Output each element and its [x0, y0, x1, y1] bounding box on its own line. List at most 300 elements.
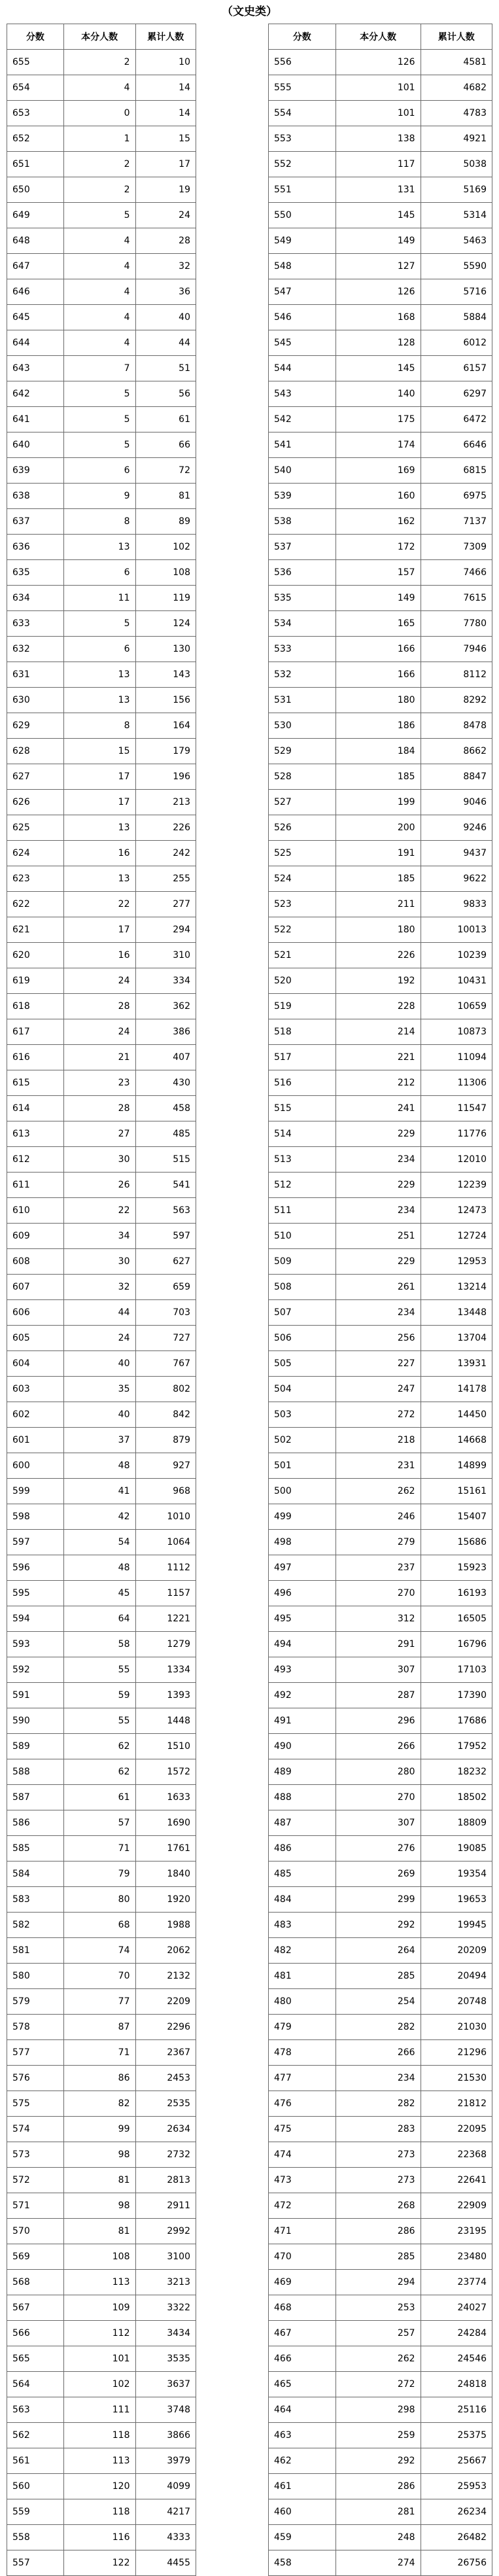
table-row: [269, 2270, 492, 2295]
cumulative-cell: 22641: [421, 2168, 492, 2193]
count-cell: 191: [336, 841, 421, 866]
count-cell: 192: [336, 968, 421, 994]
score-cell: 520: [269, 968, 336, 994]
table-row: [7, 330, 196, 356]
table-row: [7, 535, 196, 560]
count-cell: 35: [63, 1377, 135, 1402]
cumulative-cell: 40: [135, 305, 196, 330]
cumulative-cell: 124: [135, 611, 196, 637]
score-cell: 517: [269, 1045, 336, 1070]
cumulative-cell: 81: [135, 484, 196, 509]
count-cell: 229: [336, 1121, 421, 1147]
cumulative-cell: 6157: [421, 356, 492, 381]
score-cell: 529: [269, 739, 336, 764]
score-cell: 650: [7, 177, 64, 203]
table-row: [7, 1632, 196, 1657]
score-cell: 646: [7, 279, 64, 305]
table-row: [7, 586, 196, 611]
table-row: [269, 228, 492, 254]
count-cell: 273: [336, 2142, 421, 2168]
cumulative-cell: 17: [135, 152, 196, 177]
count-cell: 241: [336, 1096, 421, 1121]
cumulative-cell: 22368: [421, 2142, 492, 2168]
cumulative-cell: 24818: [421, 2372, 492, 2397]
count-cell: 22: [63, 892, 135, 917]
table-row: [269, 1300, 492, 1326]
score-cell: 537: [269, 535, 336, 560]
score-cell: 473: [269, 2168, 336, 2193]
score-cell: 558: [7, 2525, 64, 2550]
count-cell: 292: [336, 1913, 421, 1938]
score-cell: 482: [269, 1938, 336, 1964]
cumulative-cell: 164: [135, 713, 196, 739]
count-cell: 279: [336, 1530, 421, 1555]
cumulative-cell: 4099: [135, 2474, 196, 2499]
score-cell: 642: [7, 381, 64, 407]
score-cell: 489: [269, 1759, 336, 1785]
cumulative-cell: 5463: [421, 228, 492, 254]
table-row: [7, 994, 196, 1019]
cumulative-cell: 8662: [421, 739, 492, 764]
cumulative-cell: 1690: [135, 1810, 196, 1836]
table-row: [7, 1530, 196, 1555]
score-cell: 651: [7, 152, 64, 177]
cumulative-cell: 66: [135, 432, 196, 458]
table-row: [269, 2423, 492, 2448]
cumulative-cell: 25375: [421, 2423, 492, 2448]
score-cell: 586: [7, 1810, 64, 1836]
score-cell: 634: [7, 586, 64, 611]
table-row: [7, 1045, 196, 1070]
table-row: [7, 1708, 196, 1734]
cumulative-cell: 2132: [135, 1964, 196, 1989]
score-cell: 483: [269, 1913, 336, 1938]
header-count: 本分人数: [63, 24, 135, 50]
cumulative-cell: 10013: [421, 917, 492, 943]
score-cell: 504: [269, 1377, 336, 1402]
count-cell: 2: [63, 152, 135, 177]
table-row: [7, 815, 196, 841]
table-row: [7, 1913, 196, 1938]
score-cell: 514: [269, 1121, 336, 1147]
score-cell: 579: [7, 1989, 64, 2015]
cumulative-cell: 1633: [135, 1785, 196, 1810]
cumulative-cell: 703: [135, 1300, 196, 1326]
score-cell: 493: [269, 1657, 336, 1683]
count-cell: 24: [63, 968, 135, 994]
cumulative-cell: 24546: [421, 2346, 492, 2372]
count-cell: 266: [336, 2040, 421, 2066]
count-cell: 221: [336, 1045, 421, 1070]
header-row: [269, 24, 492, 50]
count-cell: 8: [63, 713, 135, 739]
score-cell: 522: [269, 917, 336, 943]
score-cell: 485: [269, 1861, 336, 1887]
count-cell: 269: [336, 1861, 421, 1887]
count-cell: 287: [336, 1683, 421, 1708]
count-cell: 174: [336, 432, 421, 458]
score-cell: 589: [7, 1734, 64, 1759]
cumulative-cell: 213: [135, 790, 196, 815]
cumulative-cell: 1393: [135, 1683, 196, 1708]
cumulative-cell: 3637: [135, 2372, 196, 2397]
score-cell: 496: [269, 1581, 336, 1606]
table-row: [7, 484, 196, 509]
score-cell: 639: [7, 458, 64, 484]
score-cell: 527: [269, 790, 336, 815]
cumulative-cell: 21296: [421, 2040, 492, 2066]
score-cell: 495: [269, 1606, 336, 1632]
cumulative-cell: 13214: [421, 1275, 492, 1300]
cumulative-cell: 24284: [421, 2321, 492, 2346]
count-cell: 234: [336, 1147, 421, 1173]
table-row: [7, 713, 196, 739]
count-cell: 307: [336, 1657, 421, 1683]
count-cell: 41: [63, 1479, 135, 1504]
score-cell: 544: [269, 356, 336, 381]
cumulative-cell: 7615: [421, 586, 492, 611]
score-cell: 615: [7, 1070, 64, 1096]
count-cell: 145: [336, 356, 421, 381]
score-cell: 555: [269, 75, 336, 101]
header-row: [7, 24, 196, 50]
cumulative-cell: 17952: [421, 1734, 492, 1759]
count-cell: 30: [63, 1249, 135, 1275]
count-cell: 113: [63, 2448, 135, 2474]
score-cell: 597: [7, 1530, 64, 1555]
score-cell: 613: [7, 1121, 64, 1147]
count-cell: 55: [63, 1708, 135, 1734]
score-cell: 617: [7, 1019, 64, 1045]
count-cell: 6: [63, 560, 135, 586]
score-cell: 499: [269, 1504, 336, 1530]
count-cell: 211: [336, 892, 421, 917]
count-cell: 212: [336, 1070, 421, 1096]
cumulative-cell: 15: [135, 126, 196, 152]
score-cell: 581: [7, 1938, 64, 1964]
score-cell: 510: [269, 1224, 336, 1249]
score-cell: 531: [269, 688, 336, 713]
table-row: [7, 560, 196, 586]
cumulative-cell: 2062: [135, 1938, 196, 1964]
table-row: [7, 2372, 196, 2397]
count-cell: 22: [63, 1198, 135, 1224]
table-row: [7, 1249, 196, 1275]
score-cell: 516: [269, 1070, 336, 1096]
count-cell: 264: [336, 1938, 421, 1964]
count-cell: 80: [63, 1887, 135, 1913]
score-cell: 620: [7, 943, 64, 968]
count-cell: 17: [63, 790, 135, 815]
count-cell: 24: [63, 1019, 135, 1045]
cumulative-cell: 8112: [421, 662, 492, 688]
cumulative-cell: 10873: [421, 1019, 492, 1045]
table-row: [269, 2499, 492, 2525]
cumulative-cell: 1510: [135, 1734, 196, 1759]
cumulative-cell: 8478: [421, 713, 492, 739]
count-cell: 28: [63, 994, 135, 1019]
cumulative-cell: 102: [135, 535, 196, 560]
table-row: [269, 790, 492, 815]
table-row: [7, 2397, 196, 2423]
cumulative-cell: 515: [135, 1147, 196, 1173]
score-cell: 487: [269, 1810, 336, 1836]
table-row: [7, 1887, 196, 1913]
cumulative-cell: 7309: [421, 535, 492, 560]
table-row: [269, 2474, 492, 2499]
cumulative-cell: 9622: [421, 866, 492, 892]
cumulative-cell: 4455: [135, 2550, 196, 2576]
score-cell: 600: [7, 1453, 64, 1479]
score-cell: 585: [7, 1836, 64, 1861]
table-row: [269, 330, 492, 356]
count-cell: 180: [336, 688, 421, 713]
table-row: [7, 2550, 196, 2576]
table-row: [269, 1351, 492, 1377]
table-row: [7, 2525, 196, 2550]
count-cell: 11: [63, 586, 135, 611]
score-cell: 649: [7, 203, 64, 228]
count-cell: 24: [63, 1326, 135, 1351]
table-row: [7, 1453, 196, 1479]
score-cell: 565: [7, 2346, 64, 2372]
cumulative-cell: 7137: [421, 509, 492, 535]
count-cell: 254: [336, 1989, 421, 2015]
score-cell: 624: [7, 841, 64, 866]
count-cell: 172: [336, 535, 421, 560]
score-cell: 582: [7, 1913, 64, 1938]
table-row: [7, 2015, 196, 2040]
table-row: [7, 2270, 196, 2295]
count-cell: 273: [336, 2168, 421, 2193]
score-cell: 507: [269, 1300, 336, 1326]
table-row: [269, 1989, 492, 2015]
score-cell: 554: [269, 101, 336, 126]
cumulative-cell: 627: [135, 1249, 196, 1275]
score-cell: 468: [269, 2295, 336, 2321]
table-row: [269, 2219, 492, 2244]
score-cell: 511: [269, 1198, 336, 1224]
count-cell: 200: [336, 815, 421, 841]
count-cell: 2: [63, 177, 135, 203]
count-cell: 282: [336, 2015, 421, 2040]
cumulative-cell: 2634: [135, 2117, 196, 2142]
table-row: [7, 1964, 196, 1989]
count-cell: 5: [63, 611, 135, 637]
count-cell: 237: [336, 1555, 421, 1581]
count-cell: 55: [63, 1657, 135, 1683]
count-cell: 262: [336, 1479, 421, 1504]
score-cell: 632: [7, 637, 64, 662]
score-cell: 573: [7, 2142, 64, 2168]
count-cell: 13: [63, 688, 135, 713]
cumulative-cell: 9437: [421, 841, 492, 866]
cumulative-cell: 1334: [135, 1657, 196, 1683]
table-row: [7, 1683, 196, 1708]
table-row: [269, 1657, 492, 1683]
score-cell: 601: [7, 1428, 64, 1453]
table-row: [7, 279, 196, 305]
count-cell: 13: [63, 866, 135, 892]
cumulative-cell: 255: [135, 866, 196, 892]
score-cell: 534: [269, 611, 336, 637]
count-cell: 126: [336, 279, 421, 305]
count-cell: 8: [63, 509, 135, 535]
cumulative-cell: 130: [135, 637, 196, 662]
table-row: [269, 1581, 492, 1606]
table-row: [269, 1913, 492, 1938]
count-cell: 5: [63, 203, 135, 228]
table-row: [269, 2168, 492, 2193]
score-cell: 574: [7, 2117, 64, 2142]
cumulative-cell: 226: [135, 815, 196, 841]
table-row: [269, 356, 492, 381]
table-row: [269, 152, 492, 177]
cumulative-cell: 3748: [135, 2397, 196, 2423]
table-row: [7, 2066, 196, 2091]
cumulative-cell: 362: [135, 994, 196, 1019]
table-row: [269, 177, 492, 203]
table-row: [269, 994, 492, 1019]
score-cell: 602: [7, 1402, 64, 1428]
table-row: [269, 1555, 492, 1581]
count-cell: 138: [336, 126, 421, 152]
count-cell: 81: [63, 2219, 135, 2244]
table-row: [7, 917, 196, 943]
table-row: [7, 1173, 196, 1198]
count-cell: 59: [63, 1683, 135, 1708]
count-cell: 81: [63, 2168, 135, 2193]
count-cell: 128: [336, 330, 421, 356]
count-cell: 299: [336, 1887, 421, 1913]
cumulative-cell: 1920: [135, 1887, 196, 1913]
cumulative-cell: 6646: [421, 432, 492, 458]
count-cell: 127: [336, 254, 421, 279]
table-row: [7, 1759, 196, 1785]
cumulative-cell: 44: [135, 330, 196, 356]
count-cell: 253: [336, 2295, 421, 2321]
table-row: [269, 866, 492, 892]
table-row: [7, 1657, 196, 1683]
table-row: [269, 2066, 492, 2091]
score-cell: 518: [269, 1019, 336, 1045]
table-row: [269, 1810, 492, 1836]
table-row: [269, 1428, 492, 1453]
header-score: 分数: [7, 24, 64, 50]
cumulative-cell: 18232: [421, 1759, 492, 1785]
cumulative-cell: 4581: [421, 50, 492, 75]
table-row: [269, 2372, 492, 2397]
table-row: [7, 662, 196, 688]
cumulative-cell: 10659: [421, 994, 492, 1019]
count-cell: 4: [63, 75, 135, 101]
cumulative-cell: 14899: [421, 1453, 492, 1479]
cumulative-cell: 119: [135, 586, 196, 611]
cumulative-cell: 18502: [421, 1785, 492, 1810]
count-cell: 28: [63, 1096, 135, 1121]
count-cell: 0: [63, 101, 135, 126]
count-cell: 109: [63, 2295, 135, 2321]
count-cell: 285: [336, 1964, 421, 1989]
count-cell: 276: [336, 1836, 421, 1861]
score-cell: 497: [269, 1555, 336, 1581]
count-cell: 70: [63, 1964, 135, 1989]
cumulative-cell: 12239: [421, 1173, 492, 1198]
table-row: [269, 2142, 492, 2168]
count-cell: 291: [336, 1632, 421, 1657]
count-cell: 82: [63, 2091, 135, 2117]
count-cell: 280: [336, 1759, 421, 1785]
cumulative-cell: 20209: [421, 1938, 492, 1964]
score-cell: 506: [269, 1326, 336, 1351]
table-row: [7, 75, 196, 101]
table-row: [7, 1351, 196, 1377]
table-row: [269, 279, 492, 305]
table-row: [7, 2091, 196, 2117]
score-cell: 609: [7, 1224, 64, 1249]
count-cell: 266: [336, 1734, 421, 1759]
table-row: [269, 1785, 492, 1810]
table-row: [7, 866, 196, 892]
count-cell: 79: [63, 1861, 135, 1887]
count-cell: 6: [63, 637, 135, 662]
cumulative-cell: 21030: [421, 2015, 492, 2040]
count-cell: 23: [63, 1070, 135, 1096]
cumulative-cell: 1112: [135, 1555, 196, 1581]
cumulative-cell: 1010: [135, 1504, 196, 1530]
score-cell: 547: [269, 279, 336, 305]
cumulative-cell: 11094: [421, 1045, 492, 1070]
table-row: [7, 764, 196, 790]
score-cell: 491: [269, 1708, 336, 1734]
cumulative-cell: 4217: [135, 2499, 196, 2525]
cumulative-cell: 1157: [135, 1581, 196, 1606]
table-row: [269, 688, 492, 713]
count-cell: 32: [63, 1275, 135, 1300]
score-cell: 480: [269, 1989, 336, 2015]
table-row: [269, 75, 492, 101]
table-row: [7, 1147, 196, 1173]
score-cell: 653: [7, 101, 64, 126]
cumulative-cell: 20494: [421, 1964, 492, 1989]
score-cell: 556: [269, 50, 336, 75]
table-row: [269, 381, 492, 407]
cumulative-cell: 11547: [421, 1096, 492, 1121]
table-row: [269, 1938, 492, 1964]
score-cell: 591: [7, 1683, 64, 1708]
count-cell: 21: [63, 1045, 135, 1070]
score-cell: 459: [269, 2525, 336, 2550]
score-cell: 545: [269, 330, 336, 356]
table-row: [269, 1887, 492, 1913]
score-cell: 604: [7, 1351, 64, 1377]
header-count: 本分人数: [336, 24, 421, 50]
table-row: [7, 1606, 196, 1632]
cumulative-cell: 5314: [421, 203, 492, 228]
cumulative-cell: 3979: [135, 2448, 196, 2474]
score-cell: 469: [269, 2270, 336, 2295]
count-cell: 99: [63, 2117, 135, 2142]
count-cell: 168: [336, 305, 421, 330]
cumulative-cell: 14450: [421, 1402, 492, 1428]
table-row: [7, 1070, 196, 1096]
score-cell: 494: [269, 1632, 336, 1657]
count-cell: 214: [336, 1019, 421, 1045]
score-cell: 549: [269, 228, 336, 254]
score-cell: 532: [269, 662, 336, 688]
score-cell: 637: [7, 509, 64, 535]
table-row: [269, 1402, 492, 1428]
